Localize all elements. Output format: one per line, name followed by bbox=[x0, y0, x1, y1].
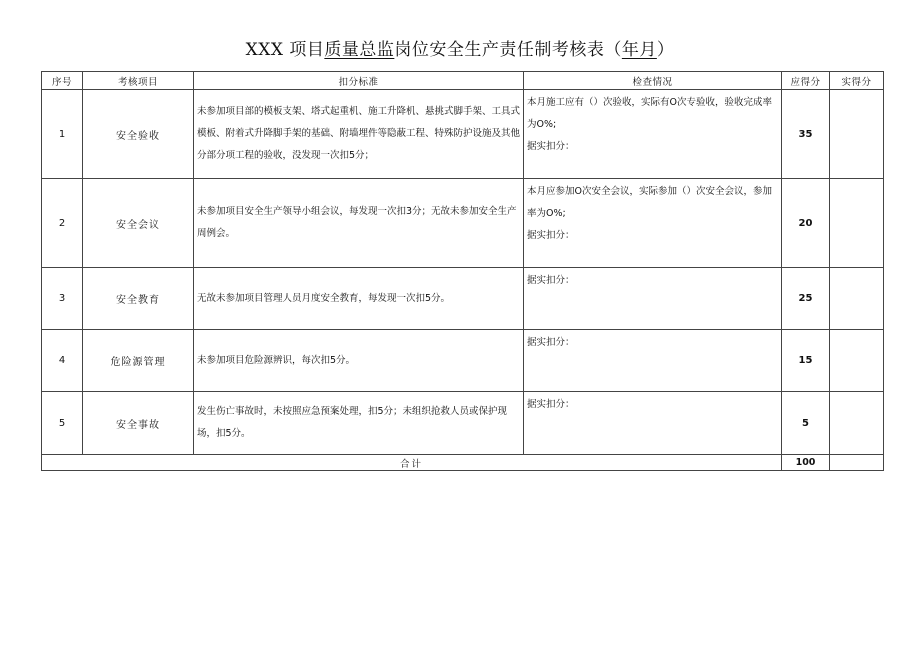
row-check[interactable] bbox=[524, 330, 782, 392]
table-row bbox=[42, 90, 884, 179]
row-standard: 发生伤亡事故时，未按照应急预案处理，扣5分；未组织抢救人员或保护现场，扣5分。 bbox=[194, 392, 524, 455]
row-check[interactable] bbox=[524, 90, 782, 179]
table-row bbox=[42, 330, 884, 392]
row-actual-score[interactable] bbox=[830, 330, 884, 392]
title-prefix: XXX 项目 bbox=[245, 40, 325, 60]
row-score: 5 bbox=[782, 392, 830, 455]
row-actual-score[interactable] bbox=[830, 392, 884, 455]
check-line: 据实扣分： bbox=[527, 399, 575, 410]
header-item: 考核项目 bbox=[83, 72, 194, 90]
title-middle: 岗位安全生产责任制考核表（ bbox=[394, 40, 622, 60]
check-line: 据实扣分： bbox=[527, 141, 575, 152]
check-line: 本月施工应有（）次验收，实际有O次专验收，验收完成率为O%; bbox=[527, 97, 772, 130]
total-label: 合计 bbox=[42, 455, 782, 471]
row-item: 安全教育 bbox=[83, 268, 194, 330]
row-score: 20 bbox=[782, 179, 830, 268]
row-standard: 未参加项目部的模板支架、塔式起重机、施工升降机、悬挑式脚手架、工具式模板、附着式升降脚手架的基础、附墙埋件等隐蔽工程、特殊防护设施及其他分部分项工程的验收，没发现一次扣5分； bbox=[194, 90, 524, 179]
check-line: 据实扣分： bbox=[527, 337, 575, 348]
row-item: 安全事故 bbox=[83, 392, 194, 455]
row-check[interactable] bbox=[524, 179, 782, 268]
total-row bbox=[42, 455, 884, 471]
table-row bbox=[42, 179, 884, 268]
table-row bbox=[42, 392, 884, 455]
row-check[interactable] bbox=[524, 392, 782, 455]
table-row bbox=[42, 268, 884, 330]
row-check[interactable] bbox=[524, 268, 782, 330]
row-score: 35 bbox=[782, 90, 830, 179]
title-suffix: ） bbox=[656, 40, 675, 60]
check-line: 据实扣分： bbox=[527, 230, 575, 241]
assessment-table bbox=[41, 71, 884, 471]
row-actual-score[interactable] bbox=[830, 179, 884, 268]
row-no: 2 bbox=[42, 179, 83, 268]
row-score: 25 bbox=[782, 268, 830, 330]
total-actual-score[interactable] bbox=[830, 455, 884, 471]
row-no: 1 bbox=[42, 90, 83, 179]
document-title bbox=[0, 38, 920, 62]
table-header-row bbox=[42, 72, 884, 90]
check-line: 本月应参加O次安全会议，实际参加（）次安全会议，参加率为O%; bbox=[527, 186, 772, 219]
header-score: 应得分 bbox=[782, 72, 830, 90]
row-no: 5 bbox=[42, 392, 83, 455]
row-standard: 无故未参加项目管理人员月度安全教育，每发现一次扣5分。 bbox=[194, 268, 524, 330]
row-no: 3 bbox=[42, 268, 83, 330]
header-actual: 实得分 bbox=[830, 72, 884, 90]
total-score: 100 bbox=[782, 455, 830, 471]
row-actual-score[interactable] bbox=[830, 90, 884, 179]
row-score: 15 bbox=[782, 330, 830, 392]
row-item: 安全会议 bbox=[83, 179, 194, 268]
header-check: 检查情况 bbox=[524, 72, 782, 90]
row-item: 危险源管理 bbox=[83, 330, 194, 392]
check-line: 据实扣分： bbox=[527, 275, 575, 286]
header-no: 序号 bbox=[42, 72, 83, 90]
row-no: 4 bbox=[42, 330, 83, 392]
row-standard: 未参加项目危险源辨识，每次扣5分。 bbox=[194, 330, 524, 392]
row-item: 安全验收 bbox=[83, 90, 194, 179]
title-period: 年月 bbox=[621, 40, 657, 60]
header-standard: 扣分标准 bbox=[194, 72, 524, 90]
title-role: 质量总监 bbox=[324, 40, 395, 60]
row-standard: 未参加项目安全生产领导小组会议，每发现一次扣3分；无故未参加安全生产周例会。 bbox=[194, 179, 524, 268]
row-actual-score[interactable] bbox=[830, 268, 884, 330]
